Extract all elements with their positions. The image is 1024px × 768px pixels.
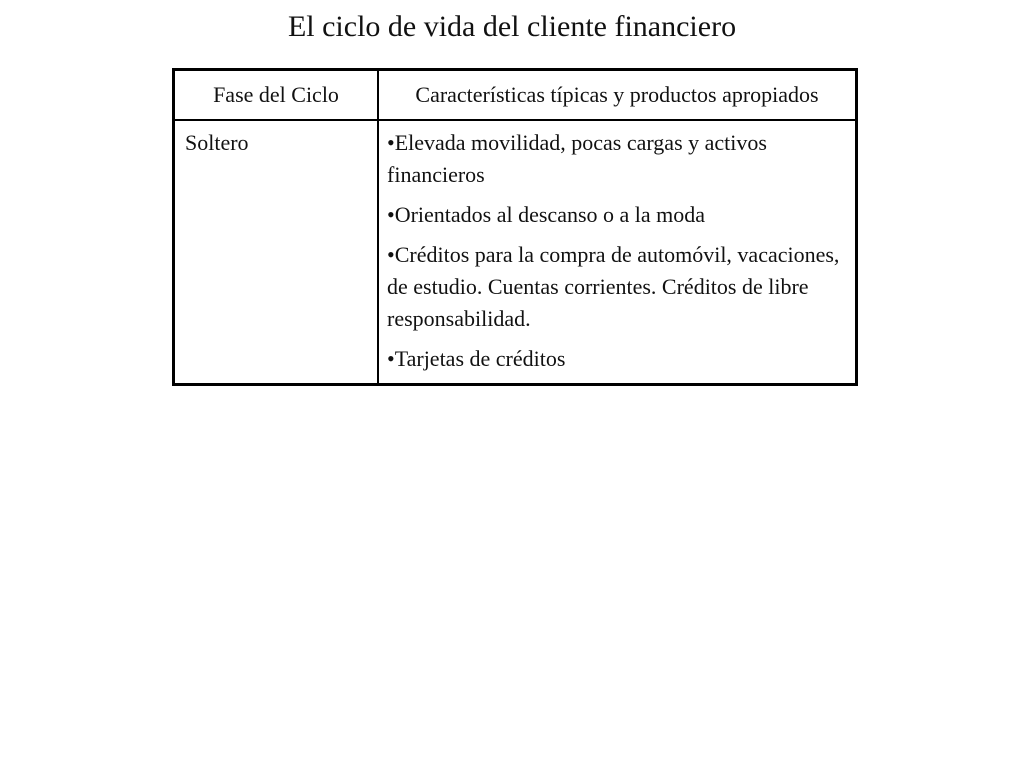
table-header-row — [174, 70, 857, 121]
header-features: Características típicas y productos apropiados — [378, 70, 857, 121]
table-row — [174, 120, 857, 385]
life-cycle-table — [172, 68, 858, 386]
feature-bullet: •Créditos para la compra de automóvil, vacaciones, de estudio. Cuentas corrientes. Créditos de libre responsabilidad. — [387, 242, 840, 331]
feature-bullet: •Tarjetas de créditos — [387, 346, 566, 371]
feature-bullet: •Orientados al descanso o a la moda — [387, 202, 706, 227]
header-phase: Fase del Ciclo — [174, 70, 379, 121]
features-cell — [378, 120, 857, 385]
phase-cell: Soltero — [174, 120, 379, 385]
feature-bullet: •Elevada movilidad, pocas cargas y activos financieros — [387, 130, 767, 187]
slide-title: El ciclo de vida del cliente financiero — [287, 10, 737, 43]
